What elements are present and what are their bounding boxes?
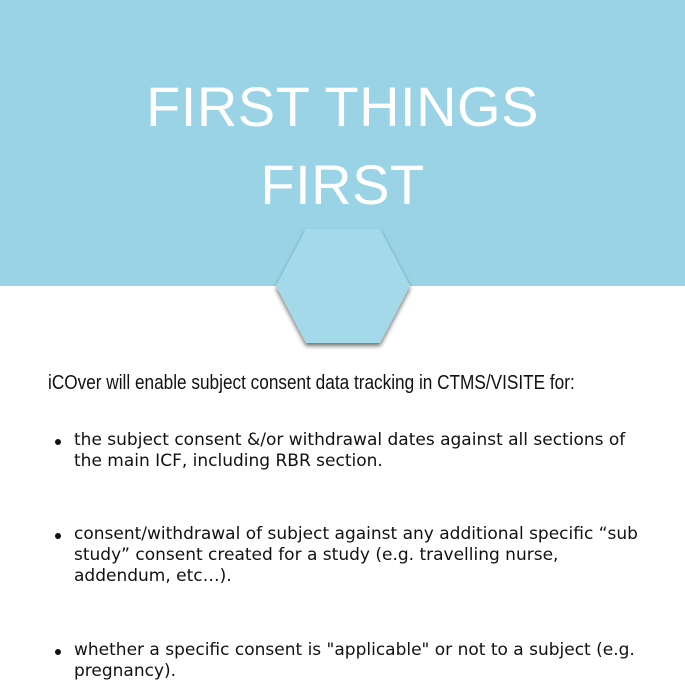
- bullet-icon: [55, 649, 61, 655]
- list-item: [48, 430, 648, 472]
- bullet-icon: [55, 533, 61, 539]
- page-title: [0, 68, 685, 224]
- title-line-2: FIRST: [260, 153, 425, 216]
- list-item-text: consent/withdrawal of subject against any additional specific “sub study” consent created for a study (e.g. travelling nurse, addendum, etc…).: [74, 524, 638, 586]
- section-heading: iCOver will enable subject consent data tracking in CTMS/VISITE for:: [48, 372, 575, 394]
- list-item: [48, 524, 648, 587]
- list-item: [48, 640, 648, 682]
- list-item-text: whether a specific consent is "applicable" or not to a subject (e.g. pregnancy).: [74, 640, 635, 681]
- bullet-list: [48, 430, 648, 682]
- bullet-icon: [55, 439, 61, 445]
- list-item-text: the subject consent &/or withdrawal dates against all sections of the main ICF, including RBR section.: [74, 430, 626, 471]
- hexagon-icon: [270, 226, 416, 352]
- title-line-1: FIRST THINGS: [146, 75, 539, 138]
